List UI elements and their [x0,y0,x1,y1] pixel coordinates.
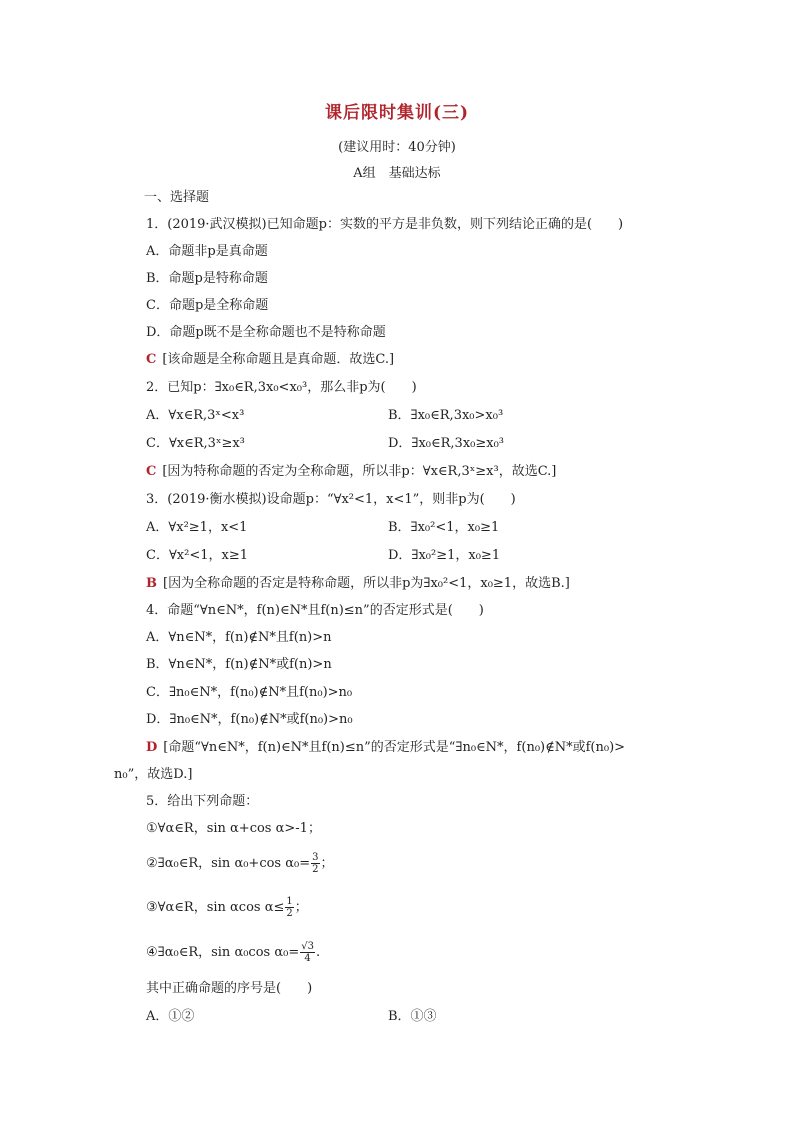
q3-answer-letter: B [146,576,157,591]
q2-stem: 2．已知p：∃x₀∈R,3x₀<x₀³，那么非p为( ) [146,380,417,395]
q3-option-c: C．∀x²<1，x≥1 [146,548,248,563]
q5-p4-numerator: √3 [301,941,314,952]
q1-answer-letter: C [146,352,157,367]
q3-option-d: D．∃x₀²≥1，x₀≥1 [388,548,501,563]
q2-option-a: A．∀x∈R,3ˣ<x³ [146,408,245,423]
q5-p3-fraction [285,896,293,919]
q5-stem: 5．给出下列命题： [146,794,259,809]
q4-answer-letter: D [146,740,158,755]
q5-p3-end: ； [294,900,308,915]
q5-proposition-2 [146,852,334,875]
q5-p4-denominator: 4 [304,953,311,964]
q2-option-d: D．∃x₀∈R,3x₀≥x₀³ [388,436,505,451]
q2-option-c: C．∀x∈R,3ˣ≥x³ [146,436,245,451]
q5-p3-text: ③∀α∈R，sin αcos α≤ [146,900,285,915]
q5-proposition-1: ①∀α∈R，sin α+cos α>-1； [146,821,321,836]
section-heading: 一、选择题 [144,190,210,205]
q4-option-c: C．∃n₀∈N*，f(n₀)∉N*且f(n₀)>n₀ [146,685,353,700]
q5-proposition-4 [146,941,320,964]
q1-option-b: B．命题p是特称命题 [146,271,268,286]
q1-explanation: [该命题是全称命题且是真命题．故选C.] [162,352,395,367]
q1-stem: 1．(2019·武汉模拟)已知命题p：实数的平方是非负数，则下列结论正确的是( ) [146,217,624,232]
q3-stem: 3．(2019·衡水模拟)设命题p：“∀x²<1，x<1”，则非p为( ) [146,492,516,507]
q1-option-d: D．命题p既不是全称命题也不是特称命题 [146,325,386,340]
q5-p4-fraction [300,941,315,964]
q3-option-b: B．∃x₀²<1，x₀≥1 [388,520,500,535]
q2-explanation: [因为特称命题的否定为全称命题，所以非p：∀x∈R,3ˣ≥x³，故选C.] [162,464,557,479]
q5-proposition-3 [146,896,308,919]
q5-p4-text: ④∃α₀∈R，sin α₀cos α₀= [146,945,300,960]
q1-answer [146,351,394,369]
q1-option-a: A．命题非p是真命题 [146,244,268,259]
q5-p2-denominator: 2 [312,864,319,875]
q4-option-d: D．∃n₀∈N*，f(n₀)∉N*或f(n₀)>n₀ [146,712,353,727]
q4-explanation-line2: n₀”，故选D.] [114,767,193,782]
q5-p2-numerator: 3 [312,852,319,863]
suggested-time: (建议用时：40分钟) [338,140,456,155]
page-title: 课后限时集训(三) [324,103,470,123]
q5-ask: 其中正确命题的序号是( ) [146,981,313,996]
q2-option-b: B．∃x₀∈R,3x₀>x₀³ [388,408,504,423]
q5-p3-numerator: 1 [286,896,293,907]
q4-explanation-line1: [命题“∀n∈N*，f(n)∈N*且f(n)≤n”的否定形式是“∃n₀∈N*，f(n₀)∉N*或f(n₀)> [163,740,626,755]
group-heading: A组 基础达标 [353,166,441,181]
q3-answer [146,575,570,593]
q5-p2-fraction [311,852,319,875]
q5-p2-text: ②∃α₀∈R，sin α₀+cos α₀= [146,856,311,871]
q1-option-c: C．命题p是全称命题 [146,298,269,313]
q3-explanation: [因为全称命题的否定是特称命题，所以非p为∃x₀²<1，x₀≥1，故选B.] [163,576,570,591]
q4-option-b: B．∀n∈N*，f(n)∉N*或f(n)>n [146,657,332,672]
q5-p2-end: ； [320,856,334,871]
q5-p4-end: . [315,945,321,960]
q4-stem: 4．命题“∀n∈N*，f(n)∈N*且f(n)≤n”的否定形式是( ) [146,603,484,618]
q4-option-a: A．∀n∈N*，f(n)∉N*且f(n)>n [146,630,332,645]
q2-answer-letter: C [146,464,157,479]
q3-option-a: A．∀x²≥1，x<1 [146,520,248,535]
q5-option-b: B．①③ [388,1009,437,1024]
q5-p3-denominator: 2 [286,908,293,919]
q2-answer [146,463,556,481]
q4-answer [146,739,625,757]
q5-option-a: A．①② [146,1009,195,1024]
